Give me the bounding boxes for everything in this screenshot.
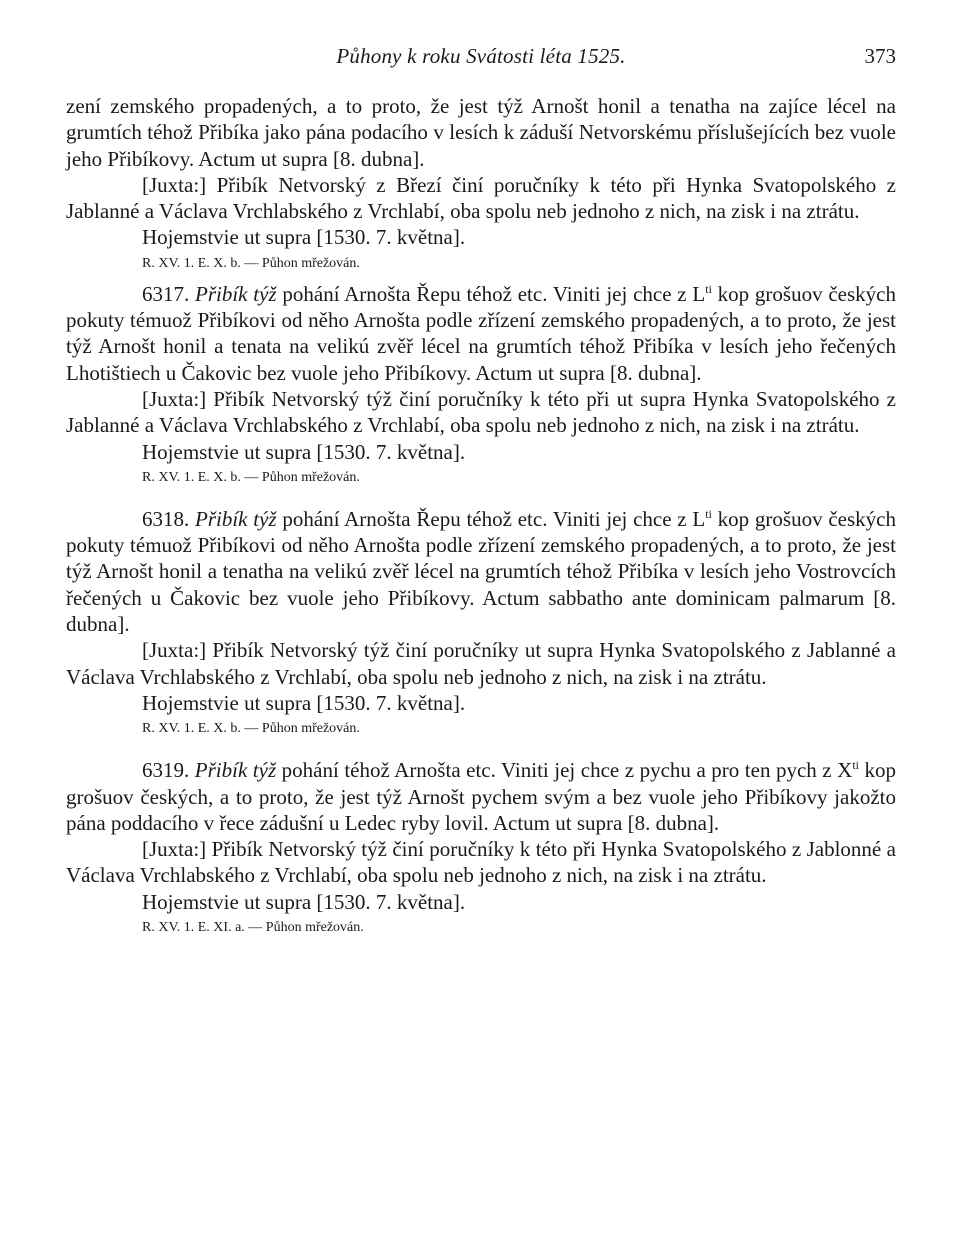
prev-entry [66,93,896,277]
date-line: Hojemstvie ut supra [1530. 7. května]. [142,690,466,715]
entry-text-b: kop grošuov českých pokuty témuož Přibíkovi od něho Arnošta podle zřízení zemského propadených, a to proto, že jest týž Arnošt honil a tenatha na velikú zvěř lécel na grumtích téhož Přibíka v lesích jeho Vostrovcích řečených u Čakovic bez vuole jeho Přibíkovy. Actum sabbatho ante dominicam palmarum [8. dubna]. [66,506,896,637]
date-line: Hojemstvie ut supra [1530. 7. května]. [142,439,466,464]
entry-text-b: kop grošuov českých, a to proto, že jest týž Arnošt pychem svým a bez vuole jeho Přibíkovy jakožto pána poddacího v řece zádušní u Ledec ryby lovil. Actum ut supra [8. dubna]. [66,758,897,835]
entry-6319 [66,757,896,941]
juxta-paragraph: [Juxta:] Přibík Netvorský z Březí činí poručníky k této při Hynka Svatopolského z Jablanné a Václava Vrchlabského z Vrchlabí, oba spolu neb jednoho z nich, na zisk i na ztrátu. [66,172,896,224]
entry-6317 [66,281,896,491]
entry-name: Přibík týž [195,506,277,531]
entry-name: Přibík týž [194,758,277,783]
entry-text-a: pohání Arnošta Řepu téhož etc. Viniti jej chce z L [276,506,706,531]
juxta-paragraph: [Juxta:] Přibík Netvorský týž činí poručníky ut supra Hynka Svatopolského z Jablanné a Václava Vrchlabského z Vrchlabí, oba spolu neb jednoho z nich, na zisk i na ztrátu. [66,638,896,689]
superscript: ti [705,281,712,296]
entry-text-a: pohání téhož Arnošta etc. Viniti jej chce z pychu a pro ten pych z X [276,758,853,783]
entry-text-a: pohání Arnošta Řepu téhož etc. Viniti jej chce z L [276,281,706,306]
siglum-line: R. XV. 1. E. X. b. — Půhon mřežován. [142,469,360,485]
date-line: Hojemstvie ut supra [1530. 7. května]. [142,225,466,250]
entry-name: Přibík týž [195,281,277,306]
juxta-paragraph: [Juxta:] Přibík Netvorský týž činí poručníky k této při Hynka Svatopolského z Jablonné a Václava Vrchlabského z Vrchlabí, oba spolu neb jednoho z nich, na zisk i na ztrátu. [66,837,896,888]
running-title: Půhony k roku Svátosti léta 1525. [336,44,626,68]
running-head [66,44,896,74]
entry-paragraph [66,281,896,386]
siglum-line: R. XV. 1. E. XI. a. — Půhon mřežován. [142,920,364,936]
superscript: ti [705,506,712,521]
entry-number: 6317. [142,281,190,306]
entry-paragraph [66,506,896,637]
entry-6318 [66,506,896,742]
entry-paragraph [66,757,896,836]
juxta-paragraph: [Juxta:] Přibík Netvorský týž činí poručníky k této při ut supra Hynka Svatopolského z Jablanné a Václava Vrchlabského z Vrchlabí, oba spolu neb jednoho z nich, na zisk i na ztrátu. [66,386,896,438]
superscript: ti [852,758,859,773]
entry-number: 6319. [142,758,190,783]
entry-text: zení zemského propadených, a to proto, že jest týž Arnošt honil a tenatha na zajíce lécel na grumtích téhož Přibíka jako pána podacího v lesích k záduší Netvorskému příslušejících bez vuole jeho Přibíkovy. Actum ut supra [8. dubna]. [66,94,896,171]
siglum-line: R. XV. 1. E. X. b. — Půhon mřežován. [142,255,360,271]
date-line: Hojemstvie ut supra [1530. 7. května]. [142,889,466,914]
entry-text-b: kop grošuov českých pokuty témuož Přibíkovi od něho Arnošta podle zřízení zemského propadených, a to proto, že jest týž Arnošt honil a tenata na velikú zvěř lécel na grumtích téhož Přibíka v lesích jeho řečených Lhotištiech u Čakovic bez vuole jeho Přibíkovy. Actum ut supra [8. dubna]. [66,281,896,385]
siglum-line: R. XV. 1. E. X. b. — Půhon mřežován. [142,721,360,737]
body-text [66,93,896,941]
page-number: 373 [864,44,896,68]
entry-number: 6318. [142,506,190,531]
